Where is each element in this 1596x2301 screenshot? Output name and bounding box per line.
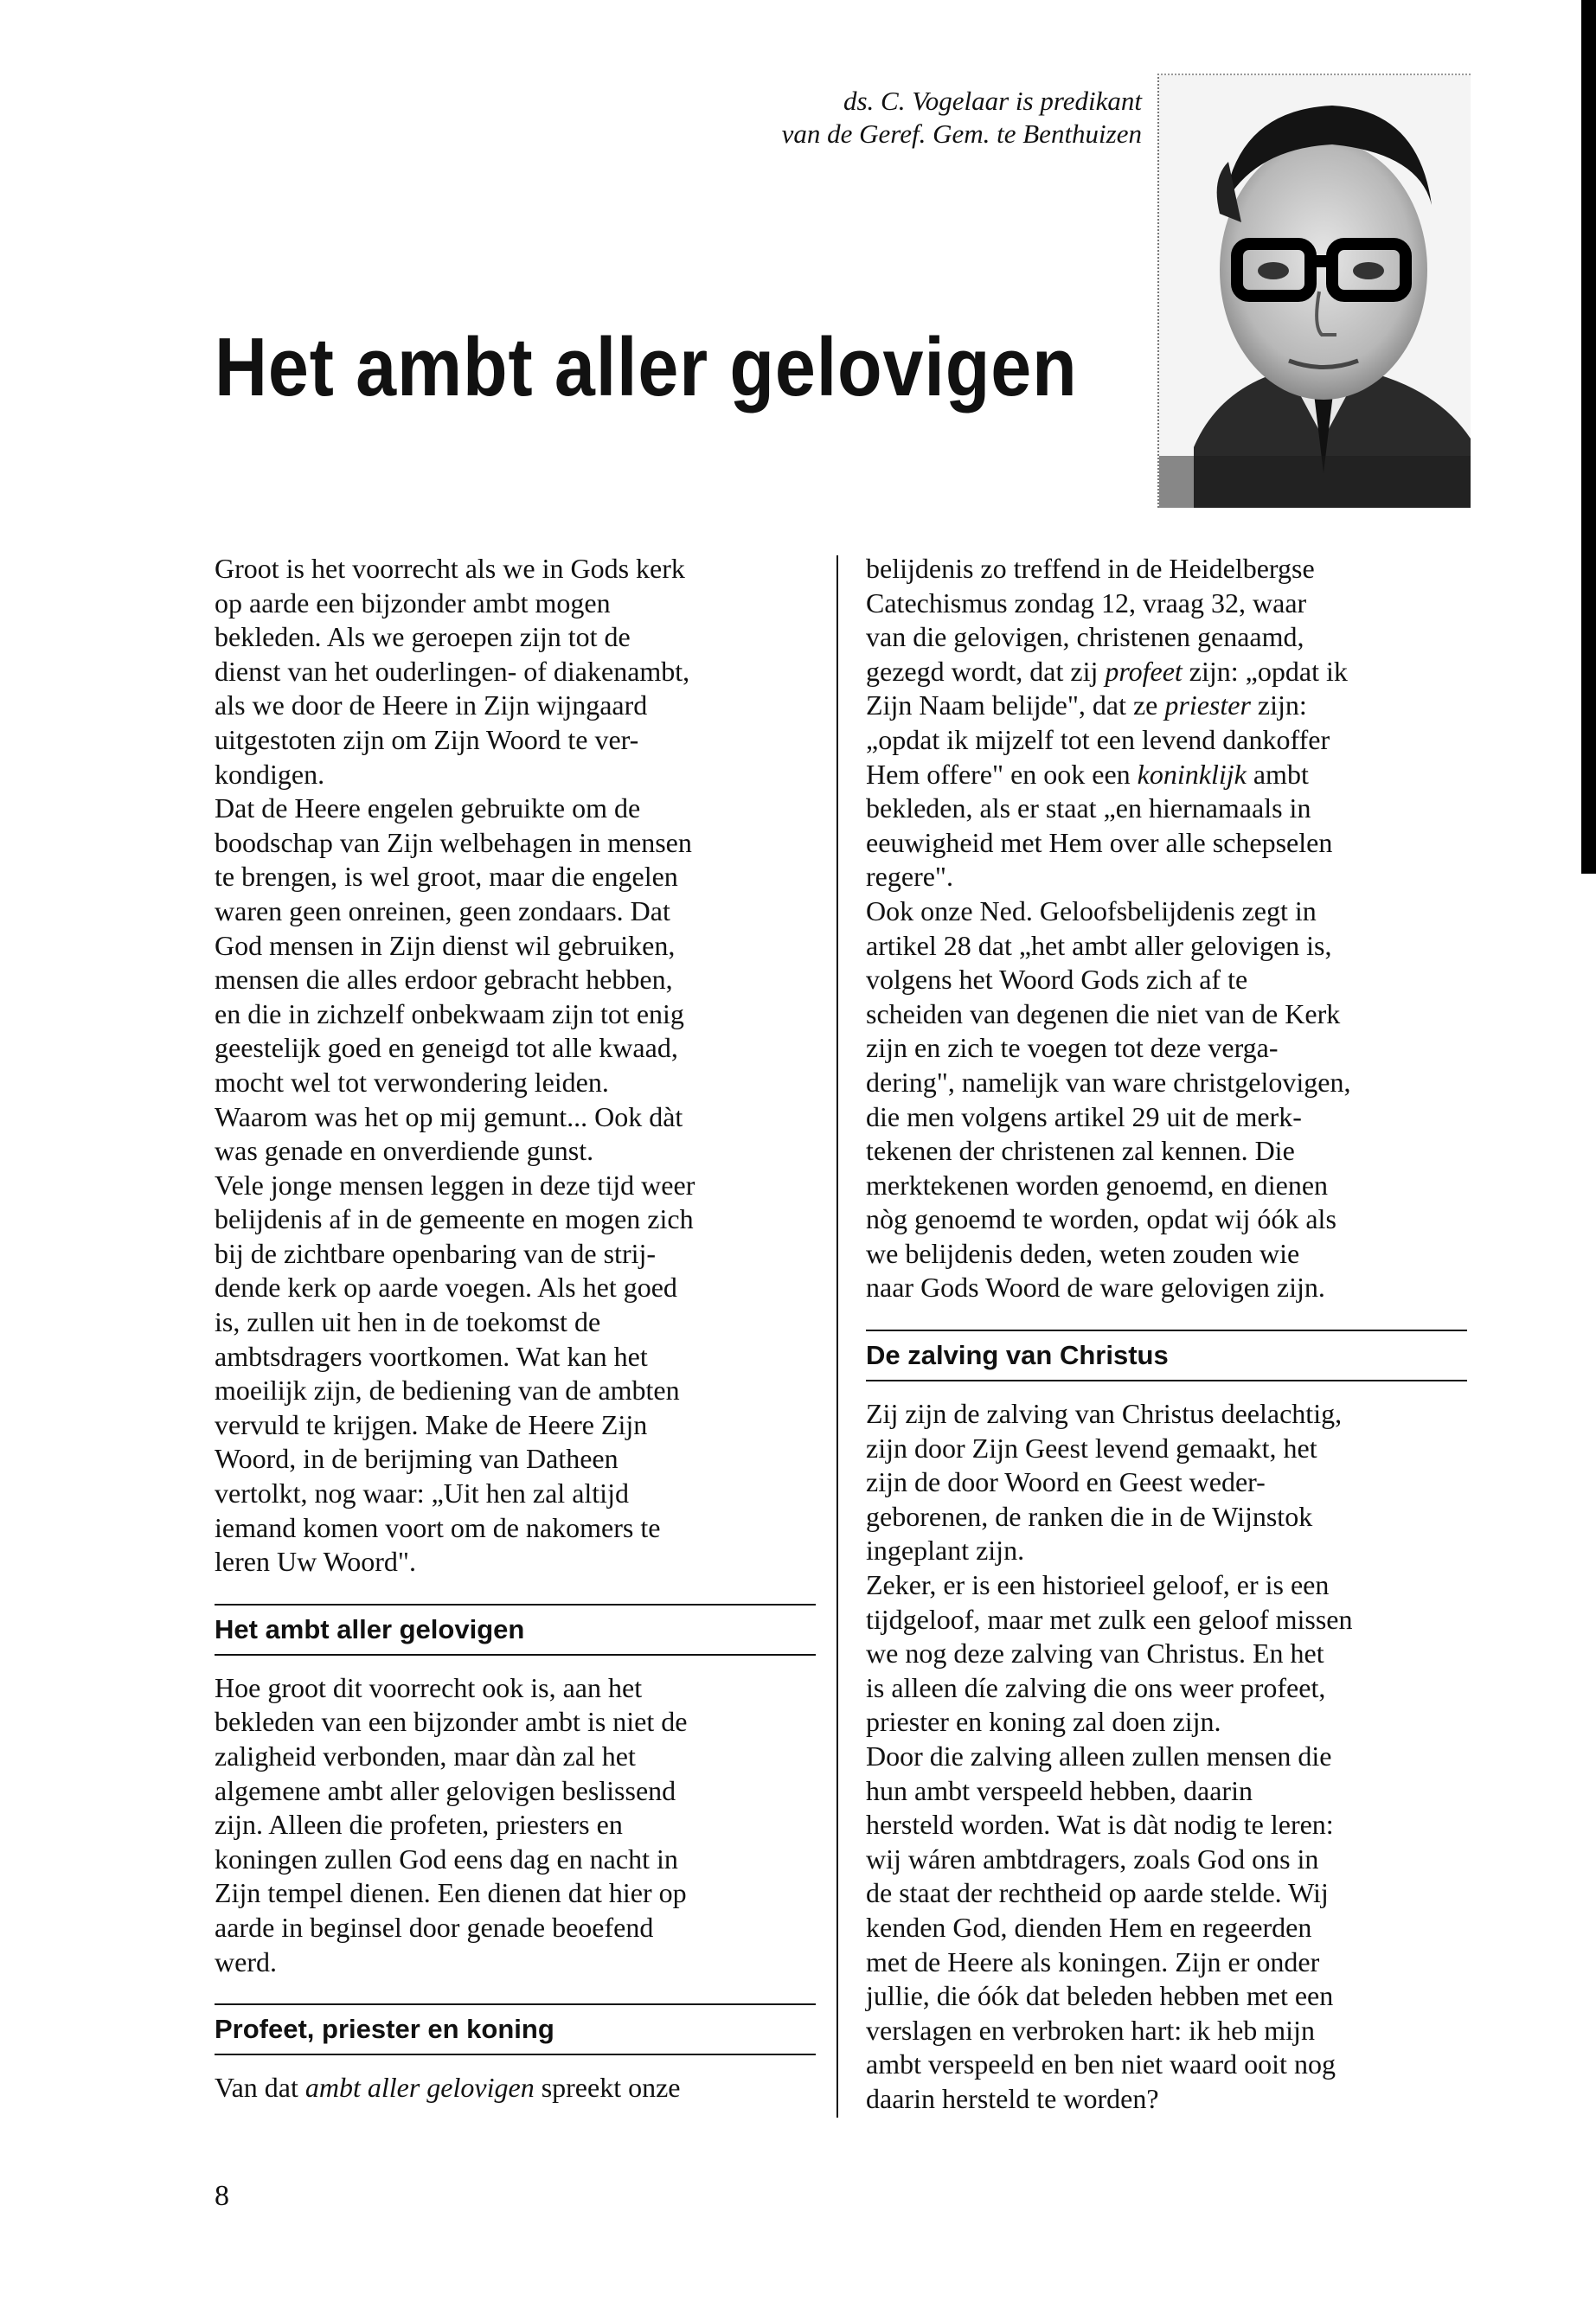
text-line: belijdenis zo treffend in de Heidelbergse — [866, 553, 1315, 584]
right-column — [866, 552, 1471, 2117]
text-line: is, zullen uit hen in de toekomst de — [215, 1306, 601, 1338]
text-line: zijn de door Woord en Geest weder- — [866, 1466, 1266, 1498]
text-line: Catechismus zondag 12, vraag 32, waar — [866, 586, 1307, 619]
text-line: kenden God, dienden Hem en regeerden — [866, 1911, 1312, 1943]
text-line: iemand komen voort om de nakomers te — [215, 1511, 661, 1543]
text-line: zijn door Zijn Geest levend gemaakt, het — [866, 1432, 1317, 1464]
text-line: Hoe groot dit voorrecht ook is, aan het — [215, 1671, 643, 1703]
text-segment: Hem offere" en ook een — [866, 758, 1138, 790]
italic-text: koninklijk — [1137, 758, 1247, 790]
text-line — [215, 2071, 820, 2106]
text-line: dende kerk op aarde voegen. Als het goed — [215, 1272, 677, 1304]
text-line: algemene ambt aller gelovigen beslissend — [215, 1774, 676, 1806]
text-segment: Van dat — [215, 2072, 305, 2104]
confession-paragraph — [866, 552, 1471, 1305]
text-line: als we door de Heere in Zijn wijngaard — [215, 689, 648, 721]
text-segment: Zijn Naam belijde", dat ze — [866, 689, 1165, 721]
intro-paragraph — [215, 552, 820, 1580]
text-line: van die gelovigen, christenen genaamd, — [866, 621, 1304, 653]
text-line: tekenen der christenen zal kennen. Die — [866, 1135, 1295, 1167]
text-segment: spreekt onze — [534, 2072, 681, 2104]
text-line: we belijdenis deden, weten zouden wie — [866, 1237, 1300, 1269]
text-line: naar Gods Woord de ware gelovigen zijn. — [866, 1272, 1325, 1304]
italic-text: profeet — [1105, 655, 1183, 687]
text-line: artikel 28 dat „het ambt aller gelovigen is, — [866, 929, 1332, 961]
text-line: leren Uw Woord". — [215, 1546, 416, 1578]
text-line: we nog deze zalving van Christus. En het — [866, 1638, 1324, 1670]
text-line: hun ambt verspeeld hebben, daarin — [866, 1774, 1253, 1806]
text-line: zaligheid verbonden, maar dàn zal het — [215, 1740, 636, 1772]
section-ambt-paragraph — [215, 1671, 820, 1979]
text-line — [866, 655, 1471, 689]
text-line: jullie, die óók dat beleden hebben met een — [866, 1980, 1334, 2012]
author-portrait-photo — [1157, 74, 1471, 508]
text-line: op aarde een bijzonder ambt mogen — [215, 586, 611, 619]
text-line: Woord, in de berijming van Datheen — [215, 1443, 619, 1475]
text-line: wij wáren ambtdragers, zoals God ons in — [866, 1843, 1319, 1875]
text-line: merktekenen worden genoemd, en dienen — [866, 1169, 1329, 1201]
text-line: en die in zichzelf onbekwaam zijn tot enig — [215, 997, 684, 1029]
text-line: Dat de Heere engelen gebruikte om de — [215, 792, 641, 824]
text-line: God mensen in Zijn dienst wil gebruiken, — [215, 929, 676, 961]
text-line: priester en koning zal doen zijn. — [866, 1706, 1221, 1738]
text-line — [866, 689, 1471, 723]
text-line: Door die zalving alleen zullen mensen die — [866, 1740, 1332, 1772]
text-line: die men volgens artikel 29 uit de merk- — [866, 1100, 1302, 1132]
text-line: ambt verspeeld en ben niet waard ooit nog — [866, 2048, 1336, 2080]
text-line: zijn. Alleen die profeten, priesters en — [215, 1809, 623, 1841]
text-line: Waarom was het op mij gemunt... Ook dàt — [215, 1100, 683, 1132]
column-divider — [836, 555, 838, 2118]
text-line: werd. — [215, 1945, 277, 1977]
text-line: belijdenis af in de gemeente en mogen zich — [215, 1203, 694, 1235]
text-line: de staat der rechtheid op aarde stelde. Wij — [866, 1877, 1329, 1909]
text-segment: ambt — [1246, 758, 1309, 790]
text-line: te brengen, is wel groot, maar die engelen — [215, 861, 678, 893]
text-segment: zijn: — [1250, 689, 1307, 721]
italic-text: priester — [1164, 689, 1251, 721]
text-line: Zijn tempel dienen. Een dienen dat hier op — [215, 1877, 687, 1909]
text-line: vertolkt, nog waar: „Uit hen zal altijd — [215, 1477, 629, 1509]
page-number: 8 — [215, 2180, 229, 2212]
text-line: verslagen en verbroken hart: ik heb mijn — [866, 2014, 1315, 2046]
text-line: koningen zullen God eens dag en nacht in — [215, 1843, 678, 1875]
text-line: Ook onze Ned. Geloofsbelijdenis zegt in — [866, 894, 1317, 926]
scan-edge-bar — [1581, 0, 1596, 874]
byline-line-1: ds. C. Vogelaar is predikant — [843, 86, 1142, 116]
text-line: dienst van het ouderlingen- of diakenambt, — [215, 655, 690, 687]
text-line: moeilijk zijn, de bediening van de ambten — [215, 1375, 680, 1407]
section-zalving-paragraph — [866, 1397, 1471, 2116]
text-line: aarde in beginsel door genade beoefend — [215, 1911, 654, 1943]
text-line: Zeker, er is een historieel geloof, er is een — [866, 1569, 1330, 1601]
text-line: Vele jonge mensen leggen in deze tijd weer — [215, 1169, 695, 1201]
text-line: dering", namelijk van ware christgelovigen, — [866, 1066, 1351, 1098]
text-line: kondigen. — [215, 758, 325, 790]
text-line: mocht wel tot verwondering leiden. — [215, 1066, 609, 1098]
text-line: „opdat ik mijzelf tot een levend dankoffer — [866, 723, 1330, 755]
italic-text: ambt aller gelovigen — [304, 2072, 535, 2104]
text-line: hersteld worden. Wat is dàt nodig te leren: — [866, 1809, 1334, 1841]
author-byline — [623, 85, 1142, 151]
section-heading-ambt-aller-gelovigen: Het ambt aller gelovigen — [215, 1604, 816, 1656]
text-line: ambtsdragers voortkomen. Wat kan het — [215, 1340, 648, 1372]
text-line: volgens het Woord Gods zich af te — [866, 964, 1248, 996]
text-line: geborenen, de ranken die in de Wijnstok — [866, 1500, 1313, 1532]
text-line: tijdgeloof, maar met zulk een geloof missen — [866, 1603, 1353, 1635]
text-line: bij de zichtbare openbaring van de strij- — [215, 1237, 657, 1269]
text-line: was genade en onverdiende gunst. — [215, 1135, 594, 1167]
section-heading-profeet-priester-koning: Profeet, priester en koning — [215, 2003, 816, 2055]
text-line: is alleen díe zalving die ons weer profeet, — [866, 1671, 1326, 1703]
text-segment: gezegd wordt, dat zij — [866, 655, 1106, 687]
text-line: regere". — [866, 861, 953, 893]
text-line: bekleden van een bijzonder ambt is niet de — [215, 1706, 688, 1738]
portrait-illustration — [1159, 75, 1471, 508]
text-line: waren geen onreinen, geen zondaars. Dat — [215, 894, 670, 926]
text-line: Groot is het voorrecht als we in Gods kerk — [215, 553, 685, 584]
text-line: uitgestoten zijn om Zijn Woord te ver- — [215, 723, 639, 755]
text-line: scheiden van degenen die niet van de Kerk — [866, 997, 1341, 1029]
text-line: bekleden. Als we geroepen zijn tot de — [215, 621, 631, 653]
text-line: daarin hersteld te worden? — [866, 2082, 1159, 2114]
text-line: Zij zijn de zalving van Christus deelachtig, — [866, 1398, 1343, 1430]
text-line: boodschap van Zijn welbehagen in mensen — [215, 826, 692, 858]
text-line — [866, 758, 1471, 792]
text-line: geestelijk goed en geneigd tot alle kwaad, — [215, 1032, 678, 1064]
text-line: vervuld te krijgen. Make de Heere Zijn — [215, 1408, 648, 1440]
text-line: mensen die alles erdoor gebracht hebben, — [215, 964, 673, 996]
text-line: bekleden, als er staat „en hiernamaals in — [866, 792, 1311, 824]
text-line: eeuwigheid met Hem over alle schepselen — [866, 826, 1333, 858]
text-line: nòg genoemd te worden, opdat wij óók als — [866, 1203, 1336, 1235]
article-title: Het ambt aller gelovigen — [215, 321, 1078, 413]
left-column — [215, 552, 820, 2106]
section-heading-zalving-van-christus: De zalving van Christus — [866, 1330, 1467, 1381]
text-line: met de Heere als koningen. Zijn er onder — [866, 1945, 1320, 1977]
text-segment: zijn: „opdat ik — [1182, 655, 1348, 687]
text-line: ingeplant zijn. — [866, 1535, 1025, 1567]
byline-line-2: van de Geref. Gem. te Benthuizen — [781, 119, 1142, 149]
text-line: zijn en zich te voegen tot deze verga- — [866, 1032, 1279, 1064]
